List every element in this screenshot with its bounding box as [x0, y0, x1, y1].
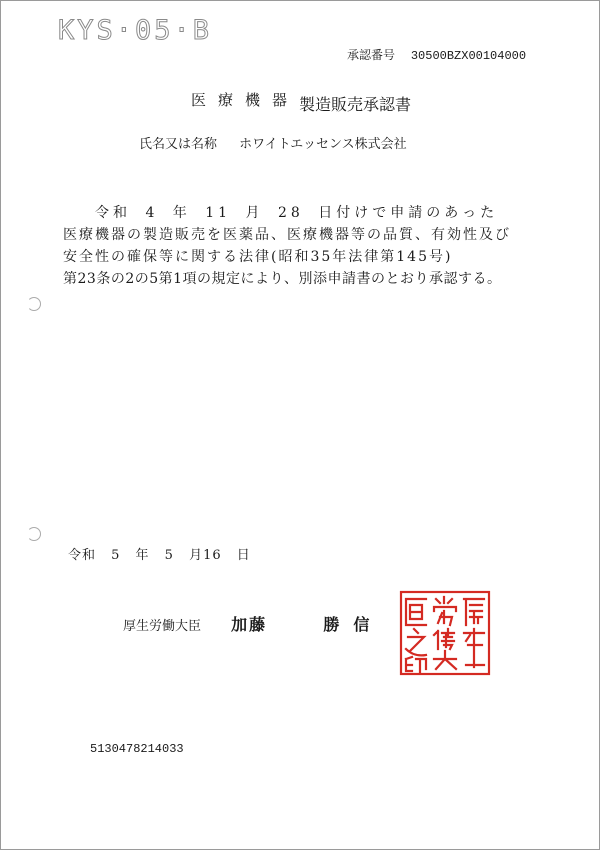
- stamp-code: KYS·05·B: [58, 15, 213, 46]
- minister-given-name: 勝信: [323, 615, 384, 634]
- approval-number-value: 30500BZX00104000: [410, 49, 527, 63]
- body-line-1: 令和 4 年 11 月 28 日付けで申請のあった: [95, 205, 499, 221]
- document-title: [191, 87, 412, 114]
- title-part-device: 医療機器: [191, 91, 300, 109]
- body-line-3: 安全性の確保等に関する法律(昭和35年法律第145号): [63, 249, 453, 265]
- approval-number-label: 承認番号: [347, 48, 396, 62]
- official-seal-icon: [398, 589, 492, 677]
- punch-hole-mark-upper: [27, 297, 41, 311]
- approval-number-block: [347, 46, 526, 63]
- serial-number: 5130478214033: [90, 742, 184, 756]
- applicant-name: ホワイトエッセンス株式会社: [239, 137, 407, 152]
- minister-surname: 加藤: [231, 615, 268, 634]
- issue-date: 令和 5 年 5 月16 日: [68, 548, 251, 563]
- body-line-4: 第23条の2の5第1項の規定により、別添申請書のとおり承認する。: [63, 271, 502, 287]
- body-line-2: 医療機器の製造販売を医薬品、医療機器等の品質、有効性及び: [63, 227, 511, 243]
- title-part-approval: 製造販売承認書: [299, 95, 412, 114]
- punch-hole-mark-lower: [27, 527, 41, 541]
- applicant-label: 氏名又は名称: [139, 137, 218, 152]
- approval-body: [63, 202, 539, 290]
- minister-signature-line: [123, 612, 383, 635]
- applicant-line: [139, 133, 407, 152]
- minister-title: 厚生労働大臣: [123, 619, 202, 634]
